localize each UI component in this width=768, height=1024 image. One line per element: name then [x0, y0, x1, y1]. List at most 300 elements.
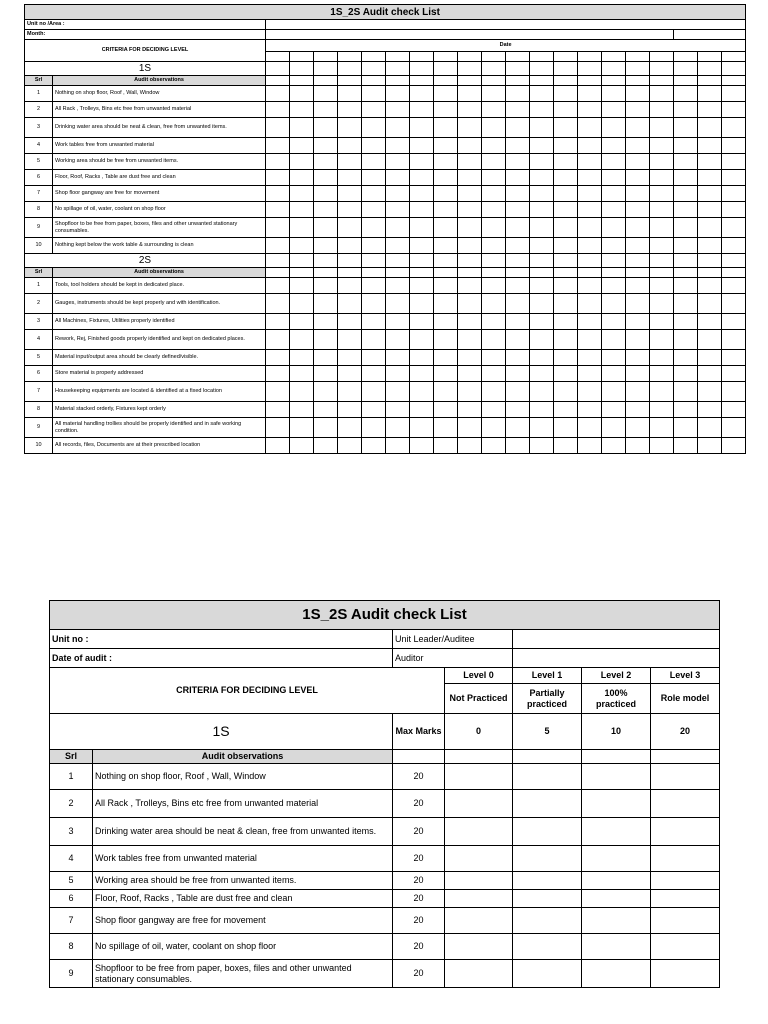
score-cell[interactable] [698, 86, 722, 102]
score-cell[interactable] [362, 102, 386, 118]
score-cell[interactable] [314, 202, 338, 218]
blank-cell[interactable] [554, 76, 578, 86]
score-cell[interactable] [458, 366, 482, 382]
score-cell[interactable] [266, 170, 290, 186]
score-cell[interactable] [722, 330, 746, 350]
blank-cell[interactable] [722, 62, 746, 76]
blank-cell[interactable] [314, 62, 338, 76]
score-cell[interactable] [266, 366, 290, 382]
score-cell[interactable] [482, 170, 506, 186]
score-cell[interactable] [554, 366, 578, 382]
date-cell[interactable] [650, 52, 674, 62]
score-cell[interactable] [482, 314, 506, 330]
score-cell[interactable] [314, 86, 338, 102]
score-cell[interactable] [554, 294, 578, 314]
level-score-cell[interactable] [582, 960, 651, 988]
score-cell[interactable] [314, 330, 338, 350]
score-cell[interactable] [578, 382, 602, 402]
date-cell[interactable] [578, 52, 602, 62]
score-cell[interactable] [698, 402, 722, 418]
score-cell[interactable] [290, 186, 314, 202]
score-cell[interactable] [266, 330, 290, 350]
score-cell[interactable] [530, 366, 554, 382]
score-cell[interactable] [338, 186, 362, 202]
month-value-cell[interactable] [266, 30, 674, 40]
score-cell[interactable] [674, 86, 698, 102]
score-cell[interactable] [506, 186, 530, 202]
score-cell[interactable] [626, 418, 650, 438]
score-cell[interactable] [650, 366, 674, 382]
score-cell[interactable] [578, 138, 602, 154]
score-cell[interactable] [386, 86, 410, 102]
score-cell[interactable] [458, 314, 482, 330]
score-cell[interactable] [698, 382, 722, 402]
score-cell[interactable] [386, 102, 410, 118]
blank-cell[interactable] [482, 76, 506, 86]
score-cell[interactable] [506, 238, 530, 254]
score-cell[interactable] [650, 330, 674, 350]
score-cell[interactable] [602, 438, 626, 454]
level-score-cell[interactable] [445, 790, 513, 818]
level-score-cell[interactable] [445, 764, 513, 790]
score-cell[interactable] [434, 402, 458, 418]
score-cell[interactable] [266, 86, 290, 102]
score-cell[interactable] [434, 294, 458, 314]
score-cell[interactable] [266, 350, 290, 366]
score-cell[interactable] [722, 438, 746, 454]
level-score-cell[interactable] [582, 908, 651, 934]
score-cell[interactable] [602, 102, 626, 118]
score-cell[interactable] [530, 382, 554, 402]
score-cell[interactable] [530, 238, 554, 254]
blank-cell[interactable] [290, 268, 314, 278]
score-cell[interactable] [290, 314, 314, 330]
blank-cell[interactable] [362, 62, 386, 76]
score-cell[interactable] [434, 366, 458, 382]
score-cell[interactable] [530, 278, 554, 294]
score-cell[interactable] [674, 170, 698, 186]
score-cell[interactable] [266, 314, 290, 330]
score-cell[interactable] [602, 418, 626, 438]
score-cell[interactable] [530, 418, 554, 438]
score-cell[interactable] [338, 278, 362, 294]
score-cell[interactable] [386, 382, 410, 402]
blank-cell[interactable] [434, 76, 458, 86]
score-cell[interactable] [434, 314, 458, 330]
blank-cell[interactable] [650, 268, 674, 278]
score-cell[interactable] [482, 330, 506, 350]
score-cell[interactable] [698, 154, 722, 170]
score-cell[interactable] [266, 102, 290, 118]
score-cell[interactable] [314, 314, 338, 330]
score-cell[interactable] [578, 202, 602, 218]
score-cell[interactable] [602, 86, 626, 102]
score-cell[interactable] [578, 350, 602, 366]
score-cell[interactable] [554, 86, 578, 102]
score-cell[interactable] [530, 102, 554, 118]
score-cell[interactable] [698, 294, 722, 314]
score-cell[interactable] [506, 418, 530, 438]
score-cell[interactable] [626, 278, 650, 294]
blank-cell[interactable] [674, 254, 698, 268]
score-cell[interactable] [458, 278, 482, 294]
score-cell[interactable] [578, 438, 602, 454]
score-cell[interactable] [338, 350, 362, 366]
score-cell[interactable] [530, 186, 554, 202]
score-cell[interactable] [650, 238, 674, 254]
blank-cell[interactable] [578, 62, 602, 76]
blank-cell[interactable] [506, 268, 530, 278]
score-cell[interactable] [602, 294, 626, 314]
score-cell[interactable] [578, 402, 602, 418]
score-cell[interactable] [626, 382, 650, 402]
blank-cell[interactable] [530, 254, 554, 268]
date-cell[interactable] [434, 52, 458, 62]
blank-cell[interactable] [338, 76, 362, 86]
level-score-cell[interactable] [651, 908, 720, 934]
score-cell[interactable] [266, 154, 290, 170]
score-cell[interactable] [650, 278, 674, 294]
score-cell[interactable] [482, 438, 506, 454]
score-cell[interactable] [362, 186, 386, 202]
score-cell[interactable] [602, 238, 626, 254]
score-cell[interactable] [602, 118, 626, 138]
score-cell[interactable] [650, 218, 674, 238]
score-cell[interactable] [314, 278, 338, 294]
blank-cell[interactable] [698, 268, 722, 278]
score-cell[interactable] [650, 202, 674, 218]
score-cell[interactable] [362, 154, 386, 170]
blank-cell[interactable] [458, 254, 482, 268]
blank-cell[interactable] [626, 268, 650, 278]
score-cell[interactable] [650, 438, 674, 454]
score-cell[interactable] [602, 330, 626, 350]
score-cell[interactable] [626, 138, 650, 154]
score-cell[interactable] [626, 330, 650, 350]
score-cell[interactable] [362, 294, 386, 314]
level-score-cell[interactable] [651, 890, 720, 908]
score-cell[interactable] [674, 382, 698, 402]
score-cell[interactable] [554, 170, 578, 186]
score-cell[interactable] [602, 402, 626, 418]
score-cell[interactable] [722, 382, 746, 402]
score-cell[interactable] [482, 238, 506, 254]
month-extra-cell[interactable] [674, 30, 746, 40]
blank-cell[interactable] [290, 62, 314, 76]
score-cell[interactable] [650, 170, 674, 186]
score-cell[interactable] [314, 154, 338, 170]
score-cell[interactable] [362, 366, 386, 382]
score-cell[interactable] [410, 330, 434, 350]
level-score-cell[interactable] [651, 960, 720, 988]
score-cell[interactable] [626, 402, 650, 418]
score-cell[interactable] [650, 294, 674, 314]
blank-cell[interactable] [626, 254, 650, 268]
score-cell[interactable] [314, 382, 338, 402]
level-score-cell[interactable] [513, 960, 582, 988]
score-cell[interactable] [506, 154, 530, 170]
score-cell[interactable] [554, 218, 578, 238]
blank-cell[interactable] [458, 76, 482, 86]
score-cell[interactable] [506, 138, 530, 154]
score-cell[interactable] [458, 330, 482, 350]
score-cell[interactable] [410, 314, 434, 330]
score-cell[interactable] [410, 402, 434, 418]
score-cell[interactable] [554, 382, 578, 402]
date-cell[interactable] [602, 52, 626, 62]
score-cell[interactable] [458, 382, 482, 402]
blank-cell[interactable] [362, 268, 386, 278]
score-cell[interactable] [650, 402, 674, 418]
score-cell[interactable] [266, 294, 290, 314]
score-cell[interactable] [314, 102, 338, 118]
score-cell[interactable] [698, 278, 722, 294]
score-cell[interactable] [434, 438, 458, 454]
blank-cell[interactable] [530, 62, 554, 76]
blank-cell[interactable] [626, 76, 650, 86]
blank-cell[interactable] [458, 62, 482, 76]
score-cell[interactable] [410, 218, 434, 238]
score-cell[interactable] [338, 102, 362, 118]
blank-cell[interactable] [434, 62, 458, 76]
score-cell[interactable] [458, 202, 482, 218]
blank-cell[interactable] [362, 254, 386, 268]
blank-cell[interactable] [554, 268, 578, 278]
score-cell[interactable] [482, 382, 506, 402]
blank-cell[interactable] [530, 268, 554, 278]
score-cell[interactable] [554, 186, 578, 202]
level-score-cell[interactable] [445, 872, 513, 890]
score-cell[interactable] [458, 86, 482, 102]
score-cell[interactable] [290, 366, 314, 382]
score-cell[interactable] [290, 382, 314, 402]
score-cell[interactable] [674, 438, 698, 454]
score-cell[interactable] [482, 366, 506, 382]
score-cell[interactable] [698, 102, 722, 118]
score-cell[interactable] [722, 238, 746, 254]
blank-cell[interactable] [722, 76, 746, 86]
blank-cell[interactable] [698, 62, 722, 76]
score-cell[interactable] [530, 402, 554, 418]
blank-cell[interactable] [482, 62, 506, 76]
blank-cell[interactable] [650, 62, 674, 76]
score-cell[interactable] [290, 330, 314, 350]
score-cell[interactable] [578, 218, 602, 238]
blank-cell[interactable] [674, 62, 698, 76]
score-cell[interactable] [650, 186, 674, 202]
score-cell[interactable] [266, 186, 290, 202]
blank-cell[interactable] [266, 76, 290, 86]
score-cell[interactable] [362, 418, 386, 438]
level-score-cell[interactable] [513, 934, 582, 960]
score-cell[interactable] [530, 314, 554, 330]
score-cell[interactable] [362, 170, 386, 186]
score-cell[interactable] [578, 238, 602, 254]
score-cell[interactable] [674, 418, 698, 438]
score-cell[interactable] [626, 118, 650, 138]
score-cell[interactable] [362, 330, 386, 350]
score-cell[interactable] [722, 102, 746, 118]
blank-cell[interactable] [386, 76, 410, 86]
score-cell[interactable] [482, 418, 506, 438]
score-cell[interactable] [674, 402, 698, 418]
score-cell[interactable] [386, 154, 410, 170]
score-cell[interactable] [602, 382, 626, 402]
score-cell[interactable] [386, 278, 410, 294]
blank-cell[interactable] [266, 268, 290, 278]
score-cell[interactable] [362, 202, 386, 218]
score-cell[interactable] [266, 418, 290, 438]
blank-cell[interactable] [506, 76, 530, 86]
score-cell[interactable] [698, 138, 722, 154]
level-score-cell[interactable] [582, 818, 651, 846]
score-cell[interactable] [266, 238, 290, 254]
score-cell[interactable] [722, 314, 746, 330]
score-cell[interactable] [554, 202, 578, 218]
score-cell[interactable] [314, 138, 338, 154]
score-cell[interactable] [554, 418, 578, 438]
score-cell[interactable] [266, 118, 290, 138]
score-cell[interactable] [506, 438, 530, 454]
score-cell[interactable] [338, 170, 362, 186]
score-cell[interactable] [458, 438, 482, 454]
score-cell[interactable] [530, 202, 554, 218]
score-cell[interactable] [458, 186, 482, 202]
score-cell[interactable] [602, 186, 626, 202]
blank-cell[interactable] [578, 76, 602, 86]
score-cell[interactable] [554, 154, 578, 170]
score-cell[interactable] [314, 418, 338, 438]
score-cell[interactable] [626, 314, 650, 330]
score-cell[interactable] [458, 170, 482, 186]
score-cell[interactable] [434, 138, 458, 154]
score-cell[interactable] [698, 314, 722, 330]
score-cell[interactable] [674, 154, 698, 170]
score-cell[interactable] [650, 418, 674, 438]
blank-cell[interactable] [290, 76, 314, 86]
score-cell[interactable] [386, 170, 410, 186]
score-cell[interactable] [626, 218, 650, 238]
score-cell[interactable] [386, 218, 410, 238]
score-cell[interactable] [674, 330, 698, 350]
level-score-cell[interactable] [582, 934, 651, 960]
score-cell[interactable] [698, 186, 722, 202]
level-score-cell[interactable] [651, 872, 720, 890]
blank-cell[interactable] [554, 62, 578, 76]
score-cell[interactable] [578, 154, 602, 170]
score-cell[interactable] [482, 186, 506, 202]
score-cell[interactable] [506, 118, 530, 138]
score-cell[interactable] [506, 202, 530, 218]
score-cell[interactable] [410, 102, 434, 118]
score-cell[interactable] [410, 294, 434, 314]
level-score-cell[interactable] [513, 818, 582, 846]
score-cell[interactable] [434, 350, 458, 366]
score-cell[interactable] [650, 350, 674, 366]
date-cell[interactable] [266, 52, 290, 62]
date-cell[interactable] [386, 52, 410, 62]
level-score-cell[interactable] [513, 846, 582, 872]
score-cell[interactable] [410, 170, 434, 186]
score-cell[interactable] [722, 86, 746, 102]
score-cell[interactable] [434, 186, 458, 202]
score-cell[interactable] [506, 350, 530, 366]
score-cell[interactable] [698, 350, 722, 366]
score-cell[interactable] [506, 366, 530, 382]
score-cell[interactable] [362, 438, 386, 454]
auditor-value-cell[interactable] [513, 649, 720, 668]
date-cell[interactable] [410, 52, 434, 62]
score-cell[interactable] [314, 438, 338, 454]
score-cell[interactable] [434, 382, 458, 402]
score-cell[interactable] [554, 278, 578, 294]
score-cell[interactable] [674, 366, 698, 382]
score-cell[interactable] [554, 314, 578, 330]
blank-cell[interactable] [410, 254, 434, 268]
score-cell[interactable] [434, 278, 458, 294]
score-cell[interactable] [530, 118, 554, 138]
score-cell[interactable] [386, 294, 410, 314]
score-cell[interactable] [554, 102, 578, 118]
score-cell[interactable] [386, 418, 410, 438]
score-cell[interactable] [386, 118, 410, 138]
score-cell[interactable] [410, 382, 434, 402]
score-cell[interactable] [434, 86, 458, 102]
date-cell[interactable] [482, 52, 506, 62]
score-cell[interactable] [722, 170, 746, 186]
score-cell[interactable] [602, 154, 626, 170]
score-cell[interactable] [650, 118, 674, 138]
score-cell[interactable] [530, 218, 554, 238]
date-cell[interactable] [674, 52, 698, 62]
score-cell[interactable] [530, 86, 554, 102]
score-cell[interactable] [578, 186, 602, 202]
blank-cell[interactable] [722, 268, 746, 278]
score-cell[interactable] [674, 238, 698, 254]
score-cell[interactable] [506, 170, 530, 186]
score-cell[interactable] [290, 350, 314, 366]
score-cell[interactable] [482, 118, 506, 138]
blank-cell[interactable] [434, 254, 458, 268]
score-cell[interactable] [650, 382, 674, 402]
blank-cell[interactable] [290, 254, 314, 268]
score-cell[interactable] [338, 238, 362, 254]
score-cell[interactable] [626, 102, 650, 118]
blank-cell[interactable] [626, 62, 650, 76]
score-cell[interactable] [386, 330, 410, 350]
level-score-cell[interactable] [445, 818, 513, 846]
score-cell[interactable] [386, 238, 410, 254]
score-cell[interactable] [578, 330, 602, 350]
score-cell[interactable] [722, 138, 746, 154]
date-cell[interactable] [338, 52, 362, 62]
date-cell[interactable] [530, 52, 554, 62]
score-cell[interactable] [578, 86, 602, 102]
level-score-cell[interactable] [651, 818, 720, 846]
score-cell[interactable] [290, 118, 314, 138]
blank-cell[interactable] [698, 254, 722, 268]
score-cell[interactable] [458, 154, 482, 170]
score-cell[interactable] [362, 86, 386, 102]
score-cell[interactable] [578, 418, 602, 438]
score-cell[interactable] [698, 118, 722, 138]
score-cell[interactable] [626, 366, 650, 382]
score-cell[interactable] [362, 278, 386, 294]
score-cell[interactable] [722, 418, 746, 438]
score-cell[interactable] [338, 154, 362, 170]
score-cell[interactable] [506, 102, 530, 118]
score-cell[interactable] [506, 294, 530, 314]
